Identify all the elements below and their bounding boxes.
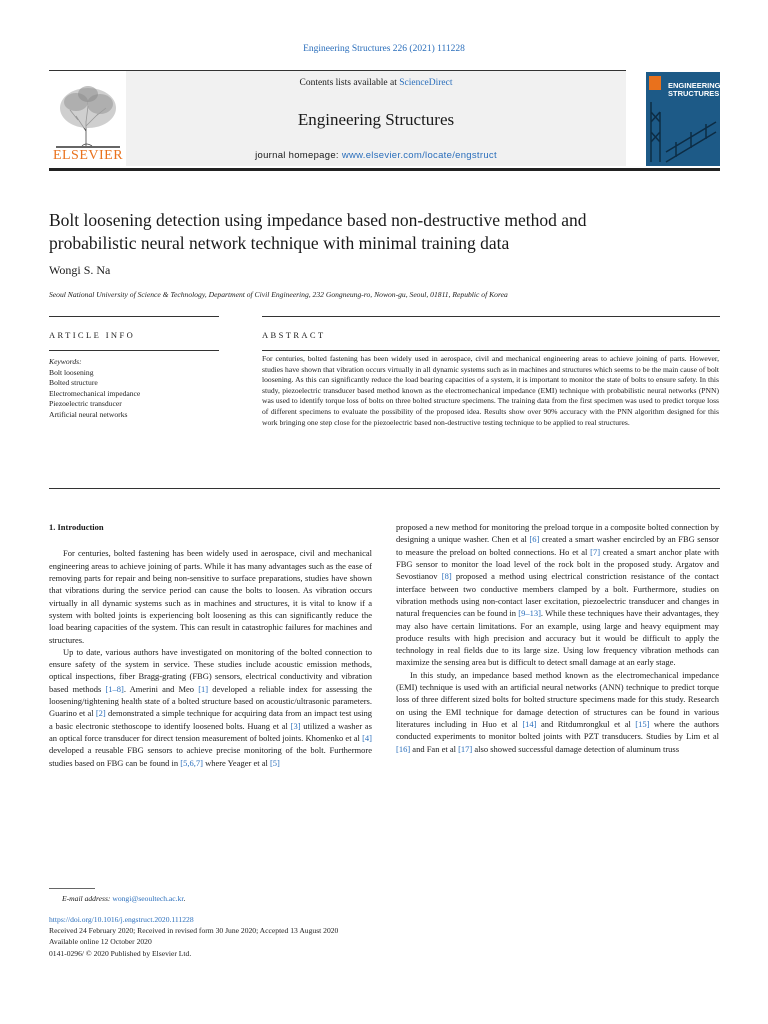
contents-available-line [126,78,626,88]
citation-link[interactable]: [4] [362,733,372,743]
text-run: where the authors conducted experiments to monitor bolted joints with PZT transducers. Studies by Lim et al [396,719,719,742]
author-name: Wongi S. Na [49,263,111,277]
keyword-item: Bolted structure [49,378,98,387]
citation-link[interactable]: [5] [269,757,280,768]
keyword-item: Electromechanical impedance [49,388,141,398]
citation-link[interactable]: [9–13] [518,608,541,619]
text-run: and Fan et al [410,743,459,754]
citation-link[interactable]: [7] [590,546,601,557]
text-run: demonstrated a simple technique for acquiring data from an impact test using a basic electronic stethoscope to identify loosened bolts. Huang et al [49,708,372,731]
author-email-link[interactable]: wongi@seoultech.ac.kr [112,894,184,903]
citation-link[interactable]: [1–8] [105,683,124,694]
citation-link[interactable]: [16] [396,743,411,754]
abstract-rule [262,350,720,351]
journal-homepage-line [126,150,626,161]
cover-title-line2: STRUCTURES [668,89,720,98]
text-run: Up to date, various authors have investigated on monitoring of the bolted connection to ensure safety of the system in service. These studies include acoustic emission methods, optical inspections, fiber Bragg-grating (FBG) sensors, electrical conductivity and vibration based methods [49,646,372,694]
copyright-line: 0141-0296/ © 2020 Published by Elsevier Ltd. [49,948,192,958]
abstract-rule-top [262,316,720,317]
citation-link[interactable]: [17] [458,743,473,754]
body-right-column [396,521,719,755]
header-bottom-rule [49,168,720,171]
author-email-footnote [62,893,185,904]
citation-link[interactable]: [5,6,7] [180,757,203,768]
keywords-block [49,357,219,420]
journal-homepage-link[interactable]: www.elsevier.com/locate/engstruct [341,150,497,161]
intro-paragraph-1: For centuries, bolted fastening has been widely used in aerospace, civil and mechanical engineering areas to achieve joining of parts. While it has many advantages such as the ease of removing parts for repair and being non-sensitive to surface preparations, studies have shown that vibrations during the service period can cause the bolts to loosen. As vibration occurs virtually in all dynamic systems such as in machines and structures, it is vital to know if a system with bolted joints is experiencing bolt loosening as this can significantly reduce the load bearing capacities of the system. This can result in catastrophic failures for machines and structures. [49,548,372,645]
journal-title: Engineering Structures [297,110,455,129]
body-left-column [49,521,372,769]
abstract-bottom-rule [49,488,720,489]
doi-link[interactable]: https://doi.org/10.1016/j.engstruct.2020.111228 [49,915,194,924]
citation-link[interactable]: [6] [529,534,540,545]
abstract-text: For centuries, bolted fastening has been widely used in aerospace, civil and mechanical engineering areas to achieve joining of parts. However, studies have shown that vibration occurs virtually in all dynamic systems such as in machines and structures which seems to be the main cause of bolt loosening. As this can significantly reduce the load bearing capacities of a system, it is important to monitor the state of bolts to ensure safety. In this study, piezoelectric transducer based method known as the electromechanical impedance (EMI) technique with probabilistic neural networks (PNN) was used to identify torque loss of bolts on three bolted structure specimens. The training data from the first specimen was used to predict torque loss of different specimens to evaluate the possibility of the proposed idea. Results show over 90% accuracy with the PNN algorithm designed for this work bringing one step close for the piezoelectric based non-destructive testing technique to be applied to real structures. [262,354,719,427]
text-run: proposed a method using electrical constriction resistance of the contact interface between two conductive members clamped by a bolt. Furthermore, studies on vibration methods using non-contact laser excitation, piezoelectric transducer and changes in natural frequencies can be found in [396,571,719,619]
sciencedirect-link[interactable]: ScienceDirect [399,78,453,88]
text-run: developed a reliable index for assessing the loosening/tightening health state of a bolted structure based on acoustic/ultrasonic parameters. Guarino et al [49,683,372,719]
text-run: also showed successful damage detection of aluminum truss [472,743,680,754]
abstract-heading: ABSTRACT [262,330,326,340]
journal-cover-thumbnail[interactable] [646,72,720,166]
email-label: E-mail address: [62,894,113,903]
cover-title-line1: ENGINEERING [668,81,721,90]
right-paragraph-2 [396,669,719,755]
keyword-item: Piezoelectric transducer [49,399,122,408]
citation-link[interactable]: [3] [290,720,301,731]
email-suffix: . [183,894,186,903]
citation-link[interactable]: [1] [198,683,209,694]
publication-info [49,914,729,959]
paper-title-line2: probabilistic neural network technique with minimal training data [49,233,510,253]
keyword-item: Bolt loosening [49,367,94,377]
author-affiliation: Seoul National University of Science & Technology, Department of Civil Engineering, 232 Gongneung-ro, Nowon-gu, Seoul, 01811, Republic of Korea [49,290,508,299]
text-run: utilized a washer as an optical force transducer for direct tension measurement of bolted joints. Khomenko et al [49,720,372,743]
section-title-introduction: 1. Introduction [49,522,104,532]
citation-link[interactable]: [8] [441,571,452,582]
right-paragraph-1 [396,521,719,669]
article-info-heading: ARTICLE INFO [49,330,136,340]
intro-paragraph-2 [49,646,372,769]
contents-prefix: Contents lists available at [299,78,400,88]
available-online-date: Available online 12 October 2020 [49,937,152,947]
received-dates: Received 24 February 2020; Received in revised form 30 June 2020; Accepted 13 August 2020 [49,926,339,936]
paper-title [49,209,729,255]
text-run: In this study, an impedance based method known as the electromechanical impedance (EMI) technique is used with an artificial neural networks (ANN) technique to predict torque loss of three different sized bolts for bolted structure specimens made for this study. Research on using the EMI technique for damage detection of structures can be found in various literatures including in Huo et al [396,669,719,729]
keyword-item: Artificial neural networks [49,409,128,419]
text-run: developed a reusable FBG sensors to achieve precise monitoring of the bolt. Furthermore studies based on FBG can be found in [49,745,372,768]
text-run: where Yeager et al [202,757,270,768]
article-info-rule-top [49,316,219,317]
homepage-prefix: journal homepage: [255,150,342,161]
text-run: created a smart anchor plate with FBG sensor to monitor the load level of the rock bolt in the proposed study. Argatov and Sevostianov [396,546,719,582]
text-run: created a smart washer encircled by an FBG sensor to measure the preload on bolted connections. Ho et al [396,534,720,557]
text-run: . Amerini and Meo [123,683,199,694]
footnote-rule [49,888,95,889]
article-info-rule [49,350,219,351]
text-run: . While these techniques have their advantages, they may also have certain limitations. For an example, using large and heavy equipment may produce results with high precision and accuracy but it would be difficult to apply the technology in real fields due to its large size. Using low frequency vibration methods can maximize the sensing area but is difficult to detect small damage at an early stage. [396,608,719,668]
citation-link[interactable]: [14] [522,719,537,729]
text-run: and Ritdumrongkul et al [536,719,636,729]
citation-link[interactable]: [2] [95,708,106,719]
text-run: proposed a new method for monitoring the preload torque in a composite bolted connection by designing a unique washer. Chen et al [396,522,719,545]
elsevier-wordmark[interactable]: ELSEVIER [52,148,124,163]
journal-reference[interactable]: Engineering Structures 226 (2021) 111228 [303,44,465,54]
citation-link[interactable]: [15] [635,719,650,729]
paper-title-line1: Bolt loosening detection using impedance based non-destructive method and [49,210,587,230]
keywords-label: Keywords: [49,357,82,366]
